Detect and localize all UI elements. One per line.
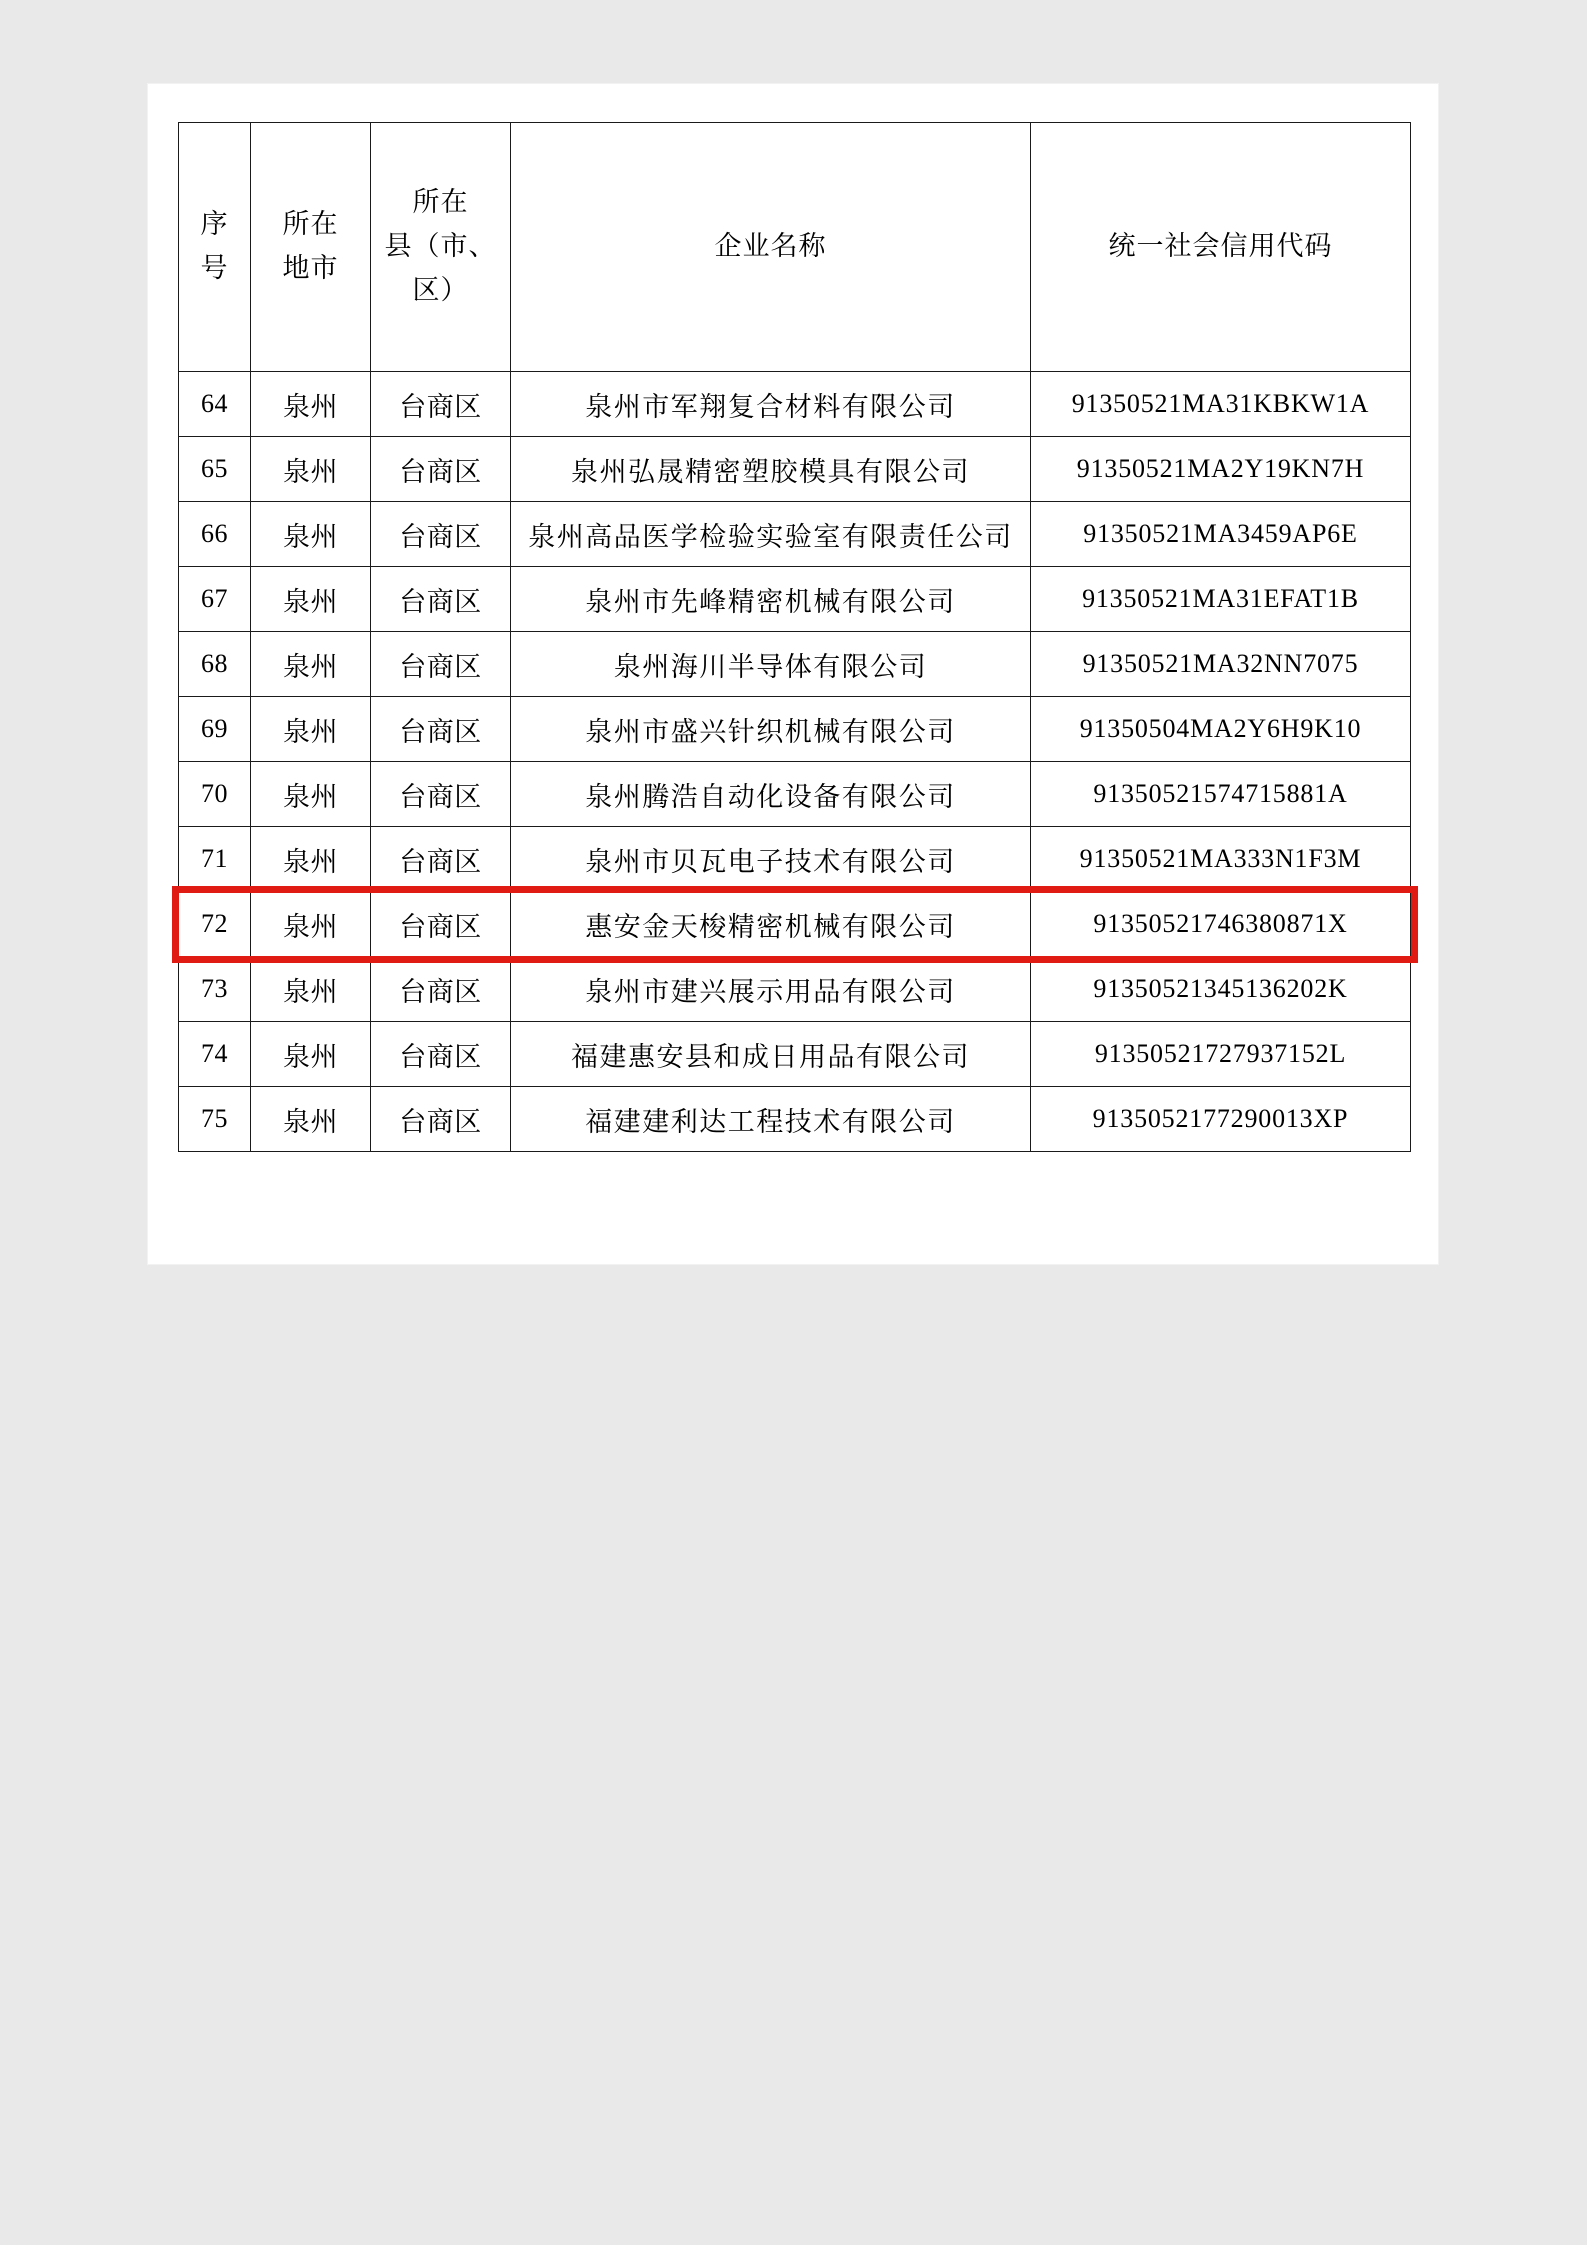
table-container (178, 122, 1410, 1152)
cell-seq: 72 (179, 892, 251, 957)
cell-district: 台商区 (371, 567, 511, 632)
cell-code: 91350521345136202K (1031, 957, 1411, 1022)
cell-city: 泉州 (251, 502, 371, 567)
cell-name: 泉州市贝瓦电子技术有限公司 (511, 827, 1031, 892)
cell-seq: 67 (179, 567, 251, 632)
cell-city: 泉州 (251, 827, 371, 892)
cell-seq: 68 (179, 632, 251, 697)
column-header-name: 企业名称 (511, 123, 1031, 372)
cell-code: 91350521MA3459AP6E (1031, 502, 1411, 567)
enterprise-table (178, 122, 1411, 1152)
cell-code: 91350504MA2Y6H9K10 (1031, 697, 1411, 762)
cell-district: 台商区 (371, 697, 511, 762)
cell-code: 91350521574715881A (1031, 762, 1411, 827)
cell-name: 泉州弘晟精密塑胶模具有限公司 (511, 437, 1031, 502)
table-row (179, 502, 1411, 567)
cell-code: 91350521MA2Y19KN7H (1031, 437, 1411, 502)
table-row (179, 437, 1411, 502)
cell-seq: 66 (179, 502, 251, 567)
column-header-city-line2: 地市 (282, 253, 339, 283)
cell-name: 福建惠安县和成日用品有限公司 (511, 1022, 1031, 1087)
cell-name: 泉州高品医学检验实验室有限责任公司 (511, 502, 1031, 567)
table-row (179, 567, 1411, 632)
column-header-city (251, 123, 371, 372)
table-body (179, 372, 1411, 1152)
table-row (179, 1022, 1411, 1087)
cell-name: 福建建利达工程技术有限公司 (511, 1087, 1031, 1152)
table-row (179, 632, 1411, 697)
cell-name: 泉州腾浩自动化设备有限公司 (511, 762, 1031, 827)
column-header-seq-line2: 号 (200, 253, 229, 283)
cell-code: 91350521MA31EFAT1B (1031, 567, 1411, 632)
cell-city: 泉州 (251, 697, 371, 762)
cell-district: 台商区 (371, 957, 511, 1022)
column-header-district-line2: 县（市、 (384, 231, 497, 262)
column-header-district-line3: 区） (412, 274, 469, 305)
column-header-code: 统一社会信用代码 (1031, 123, 1411, 372)
cell-city: 泉州 (251, 1022, 371, 1087)
table-row (179, 892, 1411, 957)
document-page (148, 84, 1438, 1264)
cell-city: 泉州 (251, 1087, 371, 1152)
cell-name: 泉州市军翔复合材料有限公司 (511, 372, 1031, 437)
cell-seq: 73 (179, 957, 251, 1022)
cell-code: 91350521MA32NN7075 (1031, 632, 1411, 697)
cell-city: 泉州 (251, 437, 371, 502)
cell-name: 泉州市建兴展示用品有限公司 (511, 957, 1031, 1022)
cell-district: 台商区 (371, 892, 511, 957)
cell-seq: 71 (179, 827, 251, 892)
cell-name: 惠安金天梭精密机械有限公司 (511, 892, 1031, 957)
cell-code: 91350521MA333N1F3M (1031, 827, 1411, 892)
cell-district: 台商区 (371, 827, 511, 892)
cell-code: 9135052177290013XP (1031, 1087, 1411, 1152)
cell-district: 台商区 (371, 502, 511, 567)
cell-district: 台商区 (371, 372, 511, 437)
cell-district: 台商区 (371, 1087, 511, 1152)
cell-city: 泉州 (251, 762, 371, 827)
cell-code: 91350521746380871X (1031, 892, 1411, 957)
table-row (179, 1087, 1411, 1152)
column-header-district-line1: 所在 (412, 187, 469, 218)
cell-city: 泉州 (251, 632, 371, 697)
table-header (179, 123, 1411, 372)
cell-district: 台商区 (371, 437, 511, 502)
cell-city: 泉州 (251, 372, 371, 437)
table-row (179, 762, 1411, 827)
cell-code: 91350521727937152L (1031, 1022, 1411, 1087)
cell-city: 泉州 (251, 957, 371, 1022)
column-header-district (371, 123, 511, 372)
cell-district: 台商区 (371, 1022, 511, 1087)
cell-seq: 74 (179, 1022, 251, 1087)
cell-name: 泉州市盛兴针织机械有限公司 (511, 697, 1031, 762)
column-header-seq (179, 123, 251, 372)
table-row (179, 697, 1411, 762)
cell-seq: 69 (179, 697, 251, 762)
cell-name: 泉州海川半导体有限公司 (511, 632, 1031, 697)
table-header-row (179, 123, 1411, 372)
cell-district: 台商区 (371, 762, 511, 827)
table-row (179, 827, 1411, 892)
cell-city: 泉州 (251, 892, 371, 957)
cell-seq: 65 (179, 437, 251, 502)
cell-city: 泉州 (251, 567, 371, 632)
column-header-city-line1: 所在 (282, 209, 339, 240)
cell-seq: 70 (179, 762, 251, 827)
cell-code: 91350521MA31KBKW1A (1031, 372, 1411, 437)
table-row (179, 957, 1411, 1022)
cell-district: 台商区 (371, 632, 511, 697)
cell-seq: 64 (179, 372, 251, 437)
cell-name: 泉州市先峰精密机械有限公司 (511, 567, 1031, 632)
column-header-seq-line1: 序 (200, 209, 229, 240)
table-row (179, 372, 1411, 437)
cell-seq: 75 (179, 1087, 251, 1152)
